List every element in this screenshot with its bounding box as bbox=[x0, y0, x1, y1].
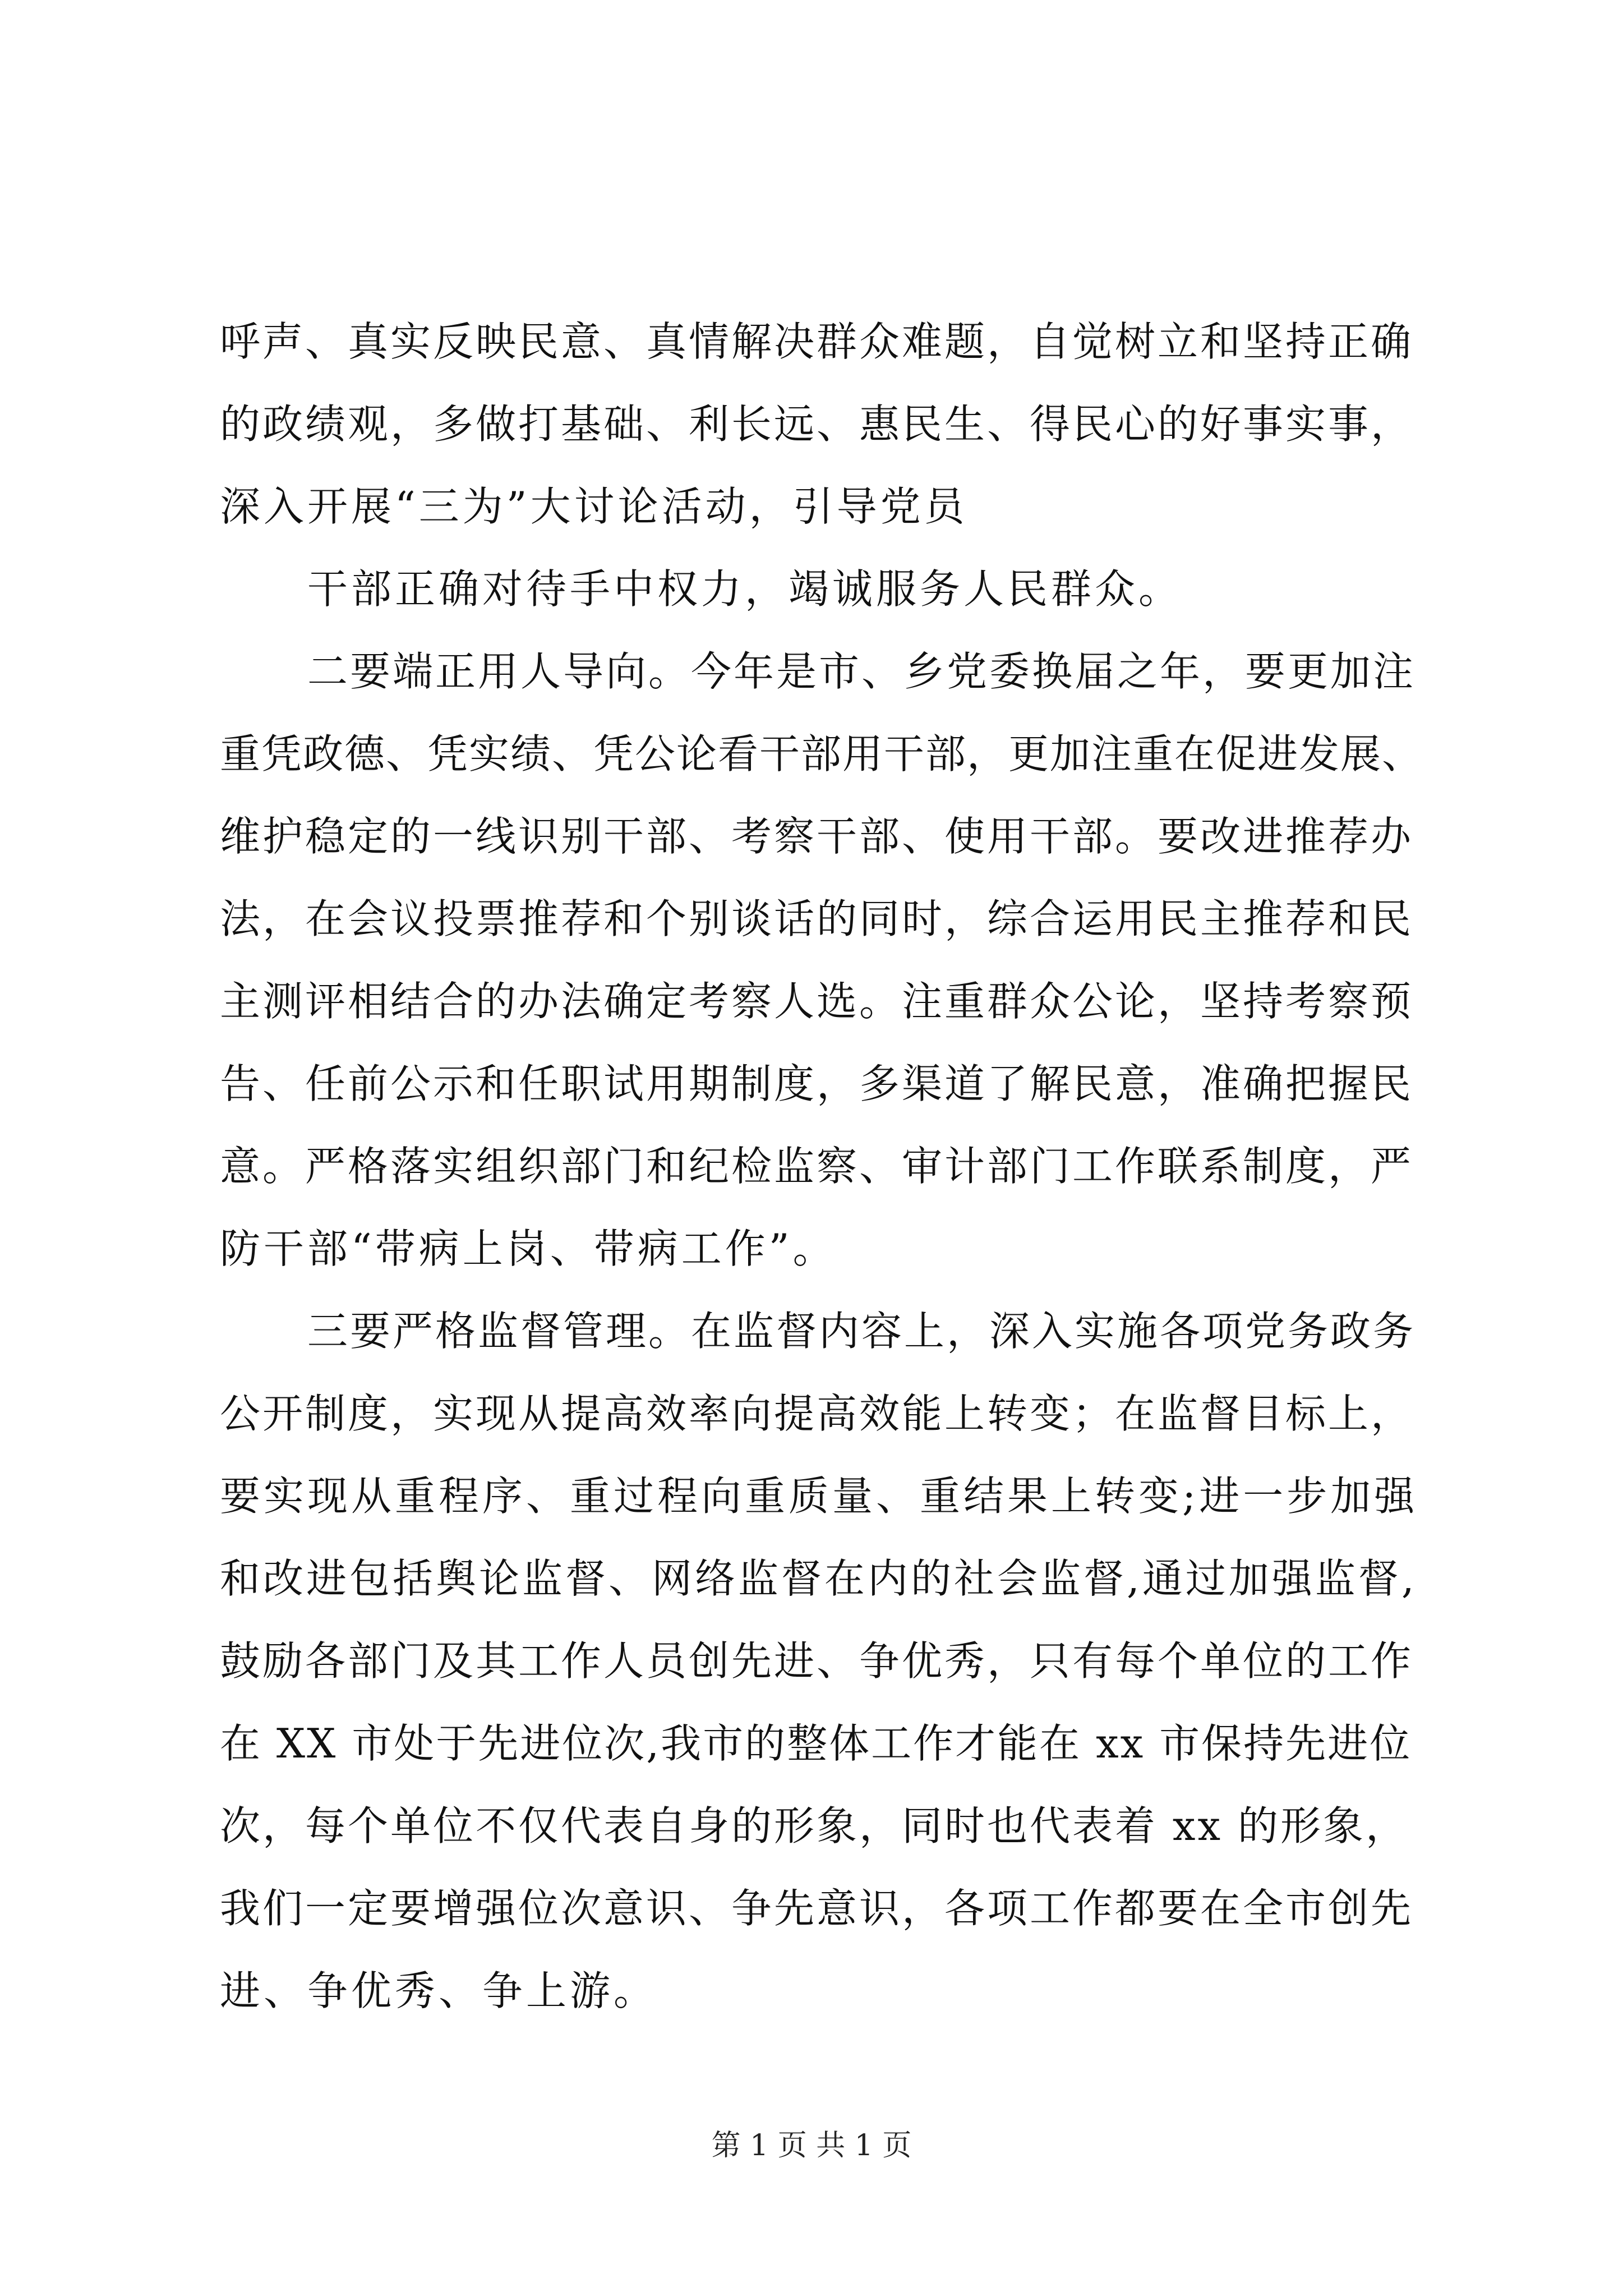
text-line: 进、争优秀、争上游。 bbox=[220, 1967, 658, 2014]
text-line: 和改进包括舆论监督、网络监督在内的社会监督,通过加强监督, bbox=[220, 1555, 1417, 1602]
document-body bbox=[220, 301, 1423, 2032]
text-line: 的政绩观，多做打基础、利长远、惠民生、得民心的好事实事， bbox=[220, 401, 1414, 448]
text-line: 我们一定要增强位次意识、争先意识，各项工作都要在全市创先 bbox=[220, 1885, 1414, 1932]
text-line: 要实现从重程序、重过程向重质量、重结果上转变;进一步加强 bbox=[220, 1473, 1418, 1520]
text-line: 重凭政德、凭实绩、凭公论看干部用干部，更加注重在促进发展、 bbox=[220, 730, 1424, 777]
text-line: 深入开展“三为”大讨论活动，引导党员 bbox=[220, 483, 968, 530]
text-line: 三要严格监督管理。在监督内容上，深入实施各项党务政务 bbox=[307, 1308, 1416, 1355]
text-line: 在 XX 市处于先进位次,我市的整体工作才能在 xx 市保持先进位 bbox=[220, 1720, 1412, 1767]
text-line: 维护稳定的一线识别干部、考察干部、使用干部。要改进推荐办 bbox=[220, 813, 1414, 860]
text-line: 主测评相结合的办法确定考察人选。注重群众公论，坚持考察预 bbox=[220, 978, 1414, 1025]
text-line: 鼓励各部门及其工作人员创先进、争优秀，只有每个单位的工作 bbox=[220, 1637, 1414, 1685]
text-line: 告、任前公示和任职试用期制度，多渠道了解民意，准确把握民 bbox=[220, 1060, 1414, 1107]
text-line: 防干部“带病上岗、带病工作”。 bbox=[220, 1225, 837, 1272]
text-line: 干部正确对待手中权力，竭诚服务人民群众。 bbox=[307, 565, 1183, 613]
text-line: 公开制度，实现从提高效率向提高效能上转变；在监督目标上， bbox=[220, 1390, 1414, 1437]
text-line: 呼声、真实反映民意、真情解决群众难题，自觉树立和坚持正确 bbox=[220, 318, 1414, 365]
page-footer: 第 1 页 共 1 页 bbox=[711, 2129, 912, 2162]
text-line: 次，每个单位不仅代表自身的形象，同时也代表着 xx 的形象， bbox=[220, 1802, 1408, 1849]
text-line: 二要端正用人导向。今年是市、乡党委换届之年，要更加注 bbox=[307, 648, 1416, 695]
text-line: 法，在会议投票推荐和个别谈话的同时，综合运用民主推荐和民 bbox=[220, 895, 1414, 942]
text-line: 意。严格落实组织部门和纪检监察、审计部门工作联系制度，严 bbox=[220, 1143, 1414, 1190]
